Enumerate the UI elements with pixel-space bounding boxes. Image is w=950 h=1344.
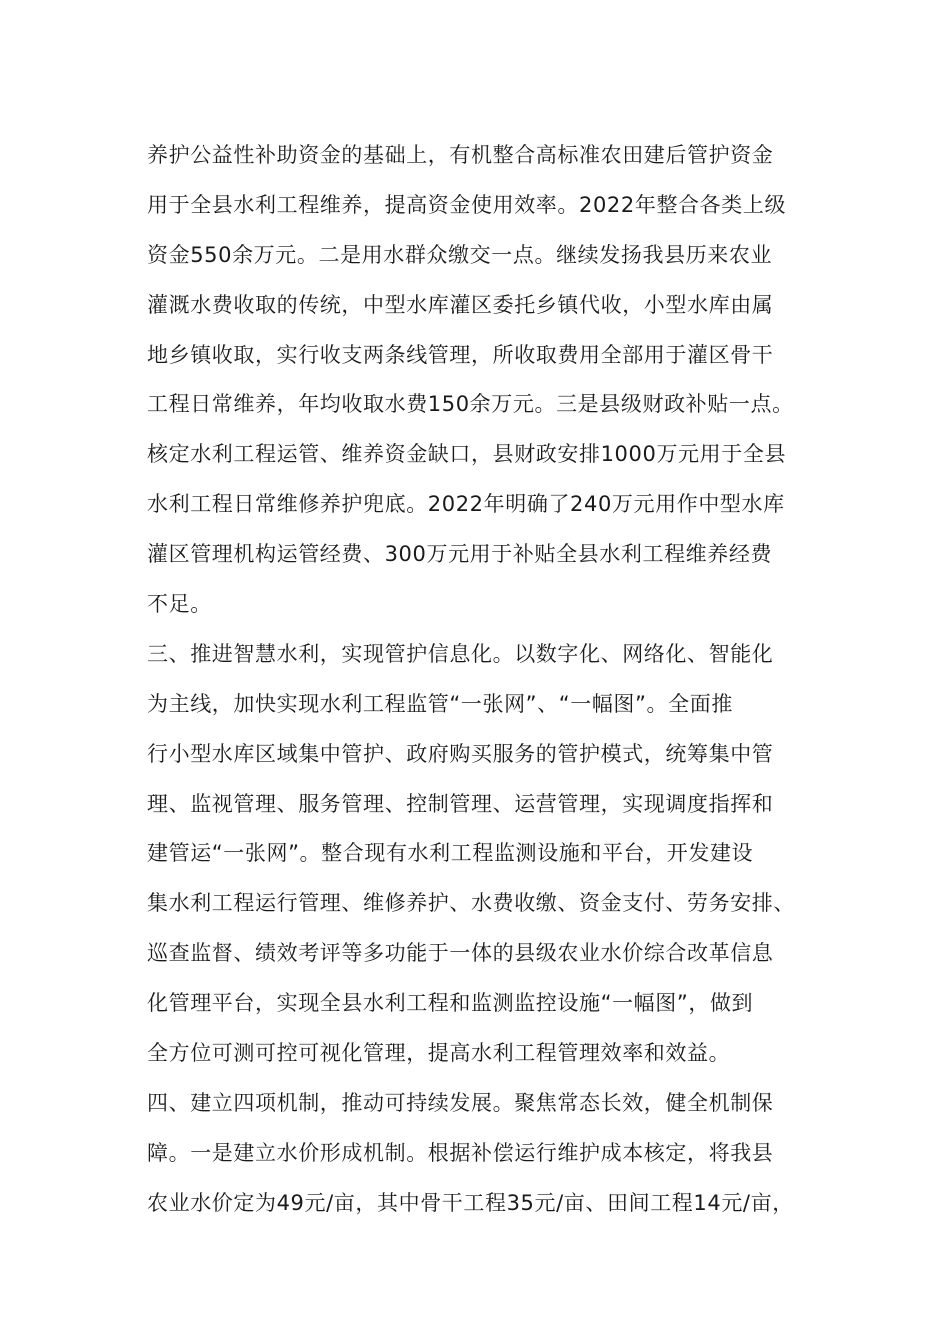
text-line: 障。一是建立水价形成机制。根据补偿运行维护成本核定，将我县 [147, 1140, 774, 1165]
text-line: 水利工程日常维修养护兜底。2022年明确了240万元用作中型水库 [147, 492, 785, 517]
text-line: 灌溉水费收取的传统，中型水库灌区委托乡镇代收，小型水库由属 [147, 292, 774, 317]
text-line: 不足。 [147, 592, 212, 617]
text-line: 理、监视管理、服务管理、控制管理、运营管理，实现调度指挥和 [147, 791, 774, 816]
section-heading-line: 四、建立四项机制，推动可持续发展。聚焦常态长效，健全机制保 [147, 1090, 774, 1115]
text-line: 化管理平台，实现全县水利工程和监测监控设施“一幅图”，做到 [147, 991, 754, 1016]
text-line: 集水利工程运行管理、维修养护、水费收缴、资金支付、劳务安排、 [147, 891, 795, 916]
text-line: 巡查监督、绩效考评等多功能于一体的县级农业水价综合改革信息 [147, 941, 774, 966]
text-line: 核定水利工程运管、维养资金缺口，县财政安排1000万元用于全县 [147, 442, 787, 467]
section-heading-line: 三、推进智慧水利，实现管护信息化。以数字化、网络化、智能化 [147, 641, 774, 666]
text-line: 建管运“一张网”。整合现有水利工程监测设施和平台，开发建设 [147, 841, 754, 866]
text-line: 农业水价定为49元/亩，其中骨干工程35元/亩、田间工程14元/亩， [147, 1190, 794, 1215]
text-line: 灌区管理机构运管经费、300万元用于补贴全县水利工程维养经费 [147, 542, 773, 567]
text-line: 用于全县水利工程维养，提高资金使用效率。2022年整合各类上级 [147, 192, 787, 217]
body-text [147, 131, 827, 1229]
text-line: 行小型水库区域集中管护、政府购买服务的管护模式，统筹集中管 [147, 741, 774, 766]
text-line: 地乡镇收取，实行收支两条线管理，所收取费用全部用于灌区骨干 [147, 342, 774, 367]
text-line: 资金550余万元。二是用水群众缴交一点。继续发扬我县历来农业 [147, 242, 773, 267]
text-line: 养护公益性补助资金的基础上，有机整合高标准农田建后管护资金 [147, 143, 774, 167]
text-line: 全方位可测可控可视化管理，提高水利工程管理效率和效益。 [147, 1041, 731, 1066]
text-line: 工程日常维养，年均收取水费150余万元。三是县级财政补贴一点。 [147, 392, 794, 417]
text-line: 为主线，加快实现水利工程监管“一张网”、“一幅图”。全面推 [147, 691, 733, 716]
